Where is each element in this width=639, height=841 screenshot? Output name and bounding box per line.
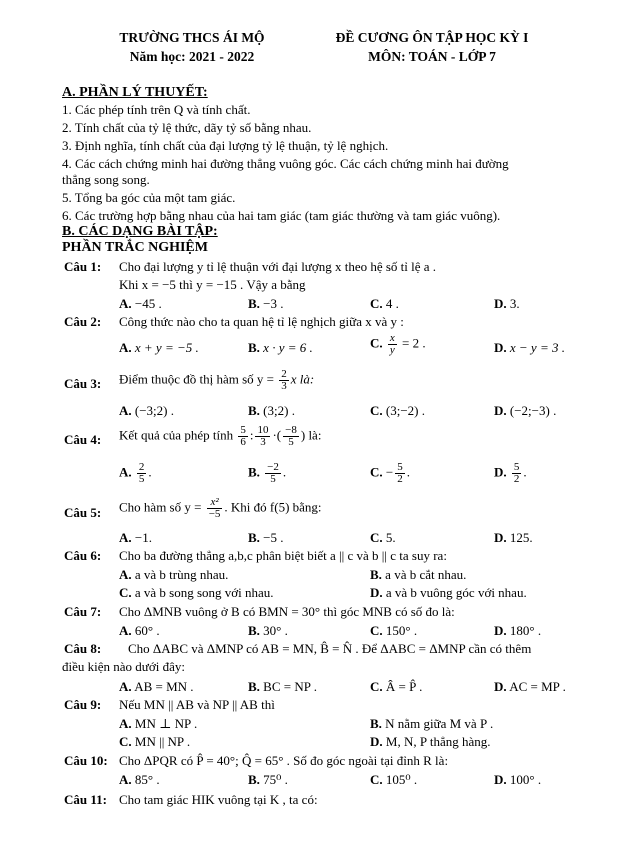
q2-label: Câu 2: [64,314,102,329]
q6-option-c: C. a và b song song với nhau. [119,585,274,600]
q6-option-b: B. a và b cắt nhau. [370,567,467,582]
q3-option-b: B. (3;2) . [248,403,295,418]
q7-option-b: B. 30° . [248,623,288,638]
q6-text: Cho ba đường thẳng a,b,c phân biệt biết a || c và b || c ta suy ra: [119,548,447,563]
q8-option-a: A. AB = MN . [119,679,194,694]
q1-text2: Khi x = −5 thì y = −15 . Vậy a bằng [119,277,306,292]
q2-text: Công thức nào cho ta quan hệ tỉ lệ nghịch giữa x và y : [119,314,404,329]
q7-option-d: D. 180° . [494,623,542,638]
q9-option-c: C. MN || NP . [119,734,191,749]
q5-option-a: A. −1. [119,530,152,545]
q7-option-a: A. 60° . [119,623,160,638]
q10-option-c: C. 105⁰ . [370,772,418,787]
q8-option-c: C. Â = P̂ . [370,679,423,694]
q3-text: Điểm thuộc đồ thị hàm số y = $\frac{2}{3}$ x là: [119,368,315,392]
q8-option-b: B. BC = NP . [248,679,317,694]
q1-option-c: C. 4 . [370,296,399,311]
q4-label: Câu 4: [64,432,102,447]
q10-option-a: A. 85° . [119,772,160,787]
q5-option-b: B. −5 . [248,530,284,545]
q7-label: Câu 7: [64,604,102,619]
section-a-title: A. PHẦN LÝ THUYẾT: [62,85,208,100]
theory-item-4-cont: thẳng song song. [62,172,150,187]
q8-label: Câu 8: [64,641,102,656]
q1-option-d: D. 3. [494,296,520,311]
q3-label: Câu 3: [64,376,102,391]
q6-option-d: D. a và b vuông góc với nhau. [370,585,527,600]
header-left [92,28,292,66]
header-right [312,28,552,66]
q1-label: Câu 1: [64,259,102,274]
theory-item-1: 1. Các phép tính trên Q và tính chất. [62,102,251,117]
q7-text: Cho ΔMNB vuông ở B có BMN = 30° thì góc MNB có số đo là: [119,604,455,619]
q10-option-d: D. 100° . [494,772,542,787]
q2-option-c: C. $\frac{x}{y}$ = 2 . [370,332,426,356]
q10-text: Cho ΔPQR có P̂ = 40°; Q̂ = 65° . Số đo góc ngoài tại đỉnh R là: [119,753,449,768]
q5-text: Cho hàm số y = $\frac{\text{x²}}{-5}$ . Khi đó f(5) bằng: [119,496,322,520]
q8-text: Cho ΔABC và ΔMNP có AB = MN, B̂ = N̂ . Để ΔABC = ΔMNP cần có thêm [128,641,532,656]
q8-text2: điều kiện nào dưới đây: [62,659,185,674]
section-b-subtitle: PHẦN TRẮC NGHIỆM [62,240,208,255]
q10-option-b: B. 75⁰ . [248,772,288,787]
q2-option-d: D. x − y = 3 . [494,340,565,355]
q4-option-a: A. $\frac{2}{5}$ . [119,461,152,485]
q5-label: Câu 5: [64,505,102,520]
q3-option-c: C. (3;−2) . [370,403,425,418]
q10-label: Câu 10: [64,753,108,768]
q8-option-d: D. AC = MP . [494,679,566,694]
theory-item-2: 2. Tính chất của tỷ lệ thức, dãy tỷ số bằng nhau. [62,120,312,135]
q6-label: Câu 6: [64,548,102,563]
q11-label: Câu 11: [64,792,107,807]
q6-option-a: A. a và b trùng nhau. [119,567,229,582]
q5-option-d: D. 125. [494,530,533,545]
q9-label: Câu 9: [64,697,102,712]
theory-item-4: 4. Các cách chứng minh hai đường thẳng vuông góc. Các cách chứng minh hai đường [62,156,509,171]
q1-option-b: B. −3 . [248,296,284,311]
q1-option-a: A. −45 . [119,296,162,311]
q2-option-b: B. x · y = 6 . [248,340,313,355]
q4-text: Kết quả của phép tính $\frac{5}{6}$ : $\frac{10}{3}$ ·( $\frac{-8}{5}$ ) là: [119,424,322,448]
theory-item-6: 6. Các trường hợp bằng nhau của hai tam giác (tam giác thường và tam giác vuông). [62,208,501,223]
theory-item-3: 3. Định nghĩa, tính chất của đại lượng tỷ lệ thuận, tỷ lệ nghịch. [62,138,389,153]
q4-option-d: D. $\frac{5}{2}$ . [494,461,527,485]
theory-item-5: 5. Tổng ba góc của một tam giác. [62,190,236,205]
q5-option-c: C. 5. [370,530,396,545]
school-name: TRƯỜNG THCS ÁI MỘ [119,30,265,45]
q2-option-a: A. x + y = −5 . [119,340,199,355]
doc-title: ĐỀ CƯƠNG ÔN TẬP HỌC KỲ I [335,30,529,45]
q9-text: Nếu MN || AB và NP || AB thì [119,697,275,712]
q11-text: Cho tam giác HIK vuông tại K , ta có: [119,792,318,807]
school-year: Năm học: 2021 - 2022 [129,49,255,64]
doc-subject: MÔN: TOÁN - LỚP 7 [368,49,496,64]
q3-option-a: A. (−3;2) . [119,403,174,418]
q1-text: Cho đại lượng y tỉ lệ thuận với đại lượng x theo hệ số tỉ lệ a . [119,259,437,274]
q9-option-d: D. M, N, P thẳng hàng. [370,734,491,749]
q4-option-b: B. $\frac{-2}{5}$ . [248,461,287,485]
q7-option-c: C. 150° . [370,623,418,638]
q3-option-d: D. (−2;−3) . [494,403,557,418]
q9-option-a: A. MN ⊥ NP . [119,716,198,731]
section-b-title: B. CÁC DẠNG BÀI TẬP: [62,224,218,239]
q4-option-c: C. − $\frac{5}{2}$ . [370,461,410,485]
q9-option-b: B. N nằm giữa M và P . [370,716,494,731]
